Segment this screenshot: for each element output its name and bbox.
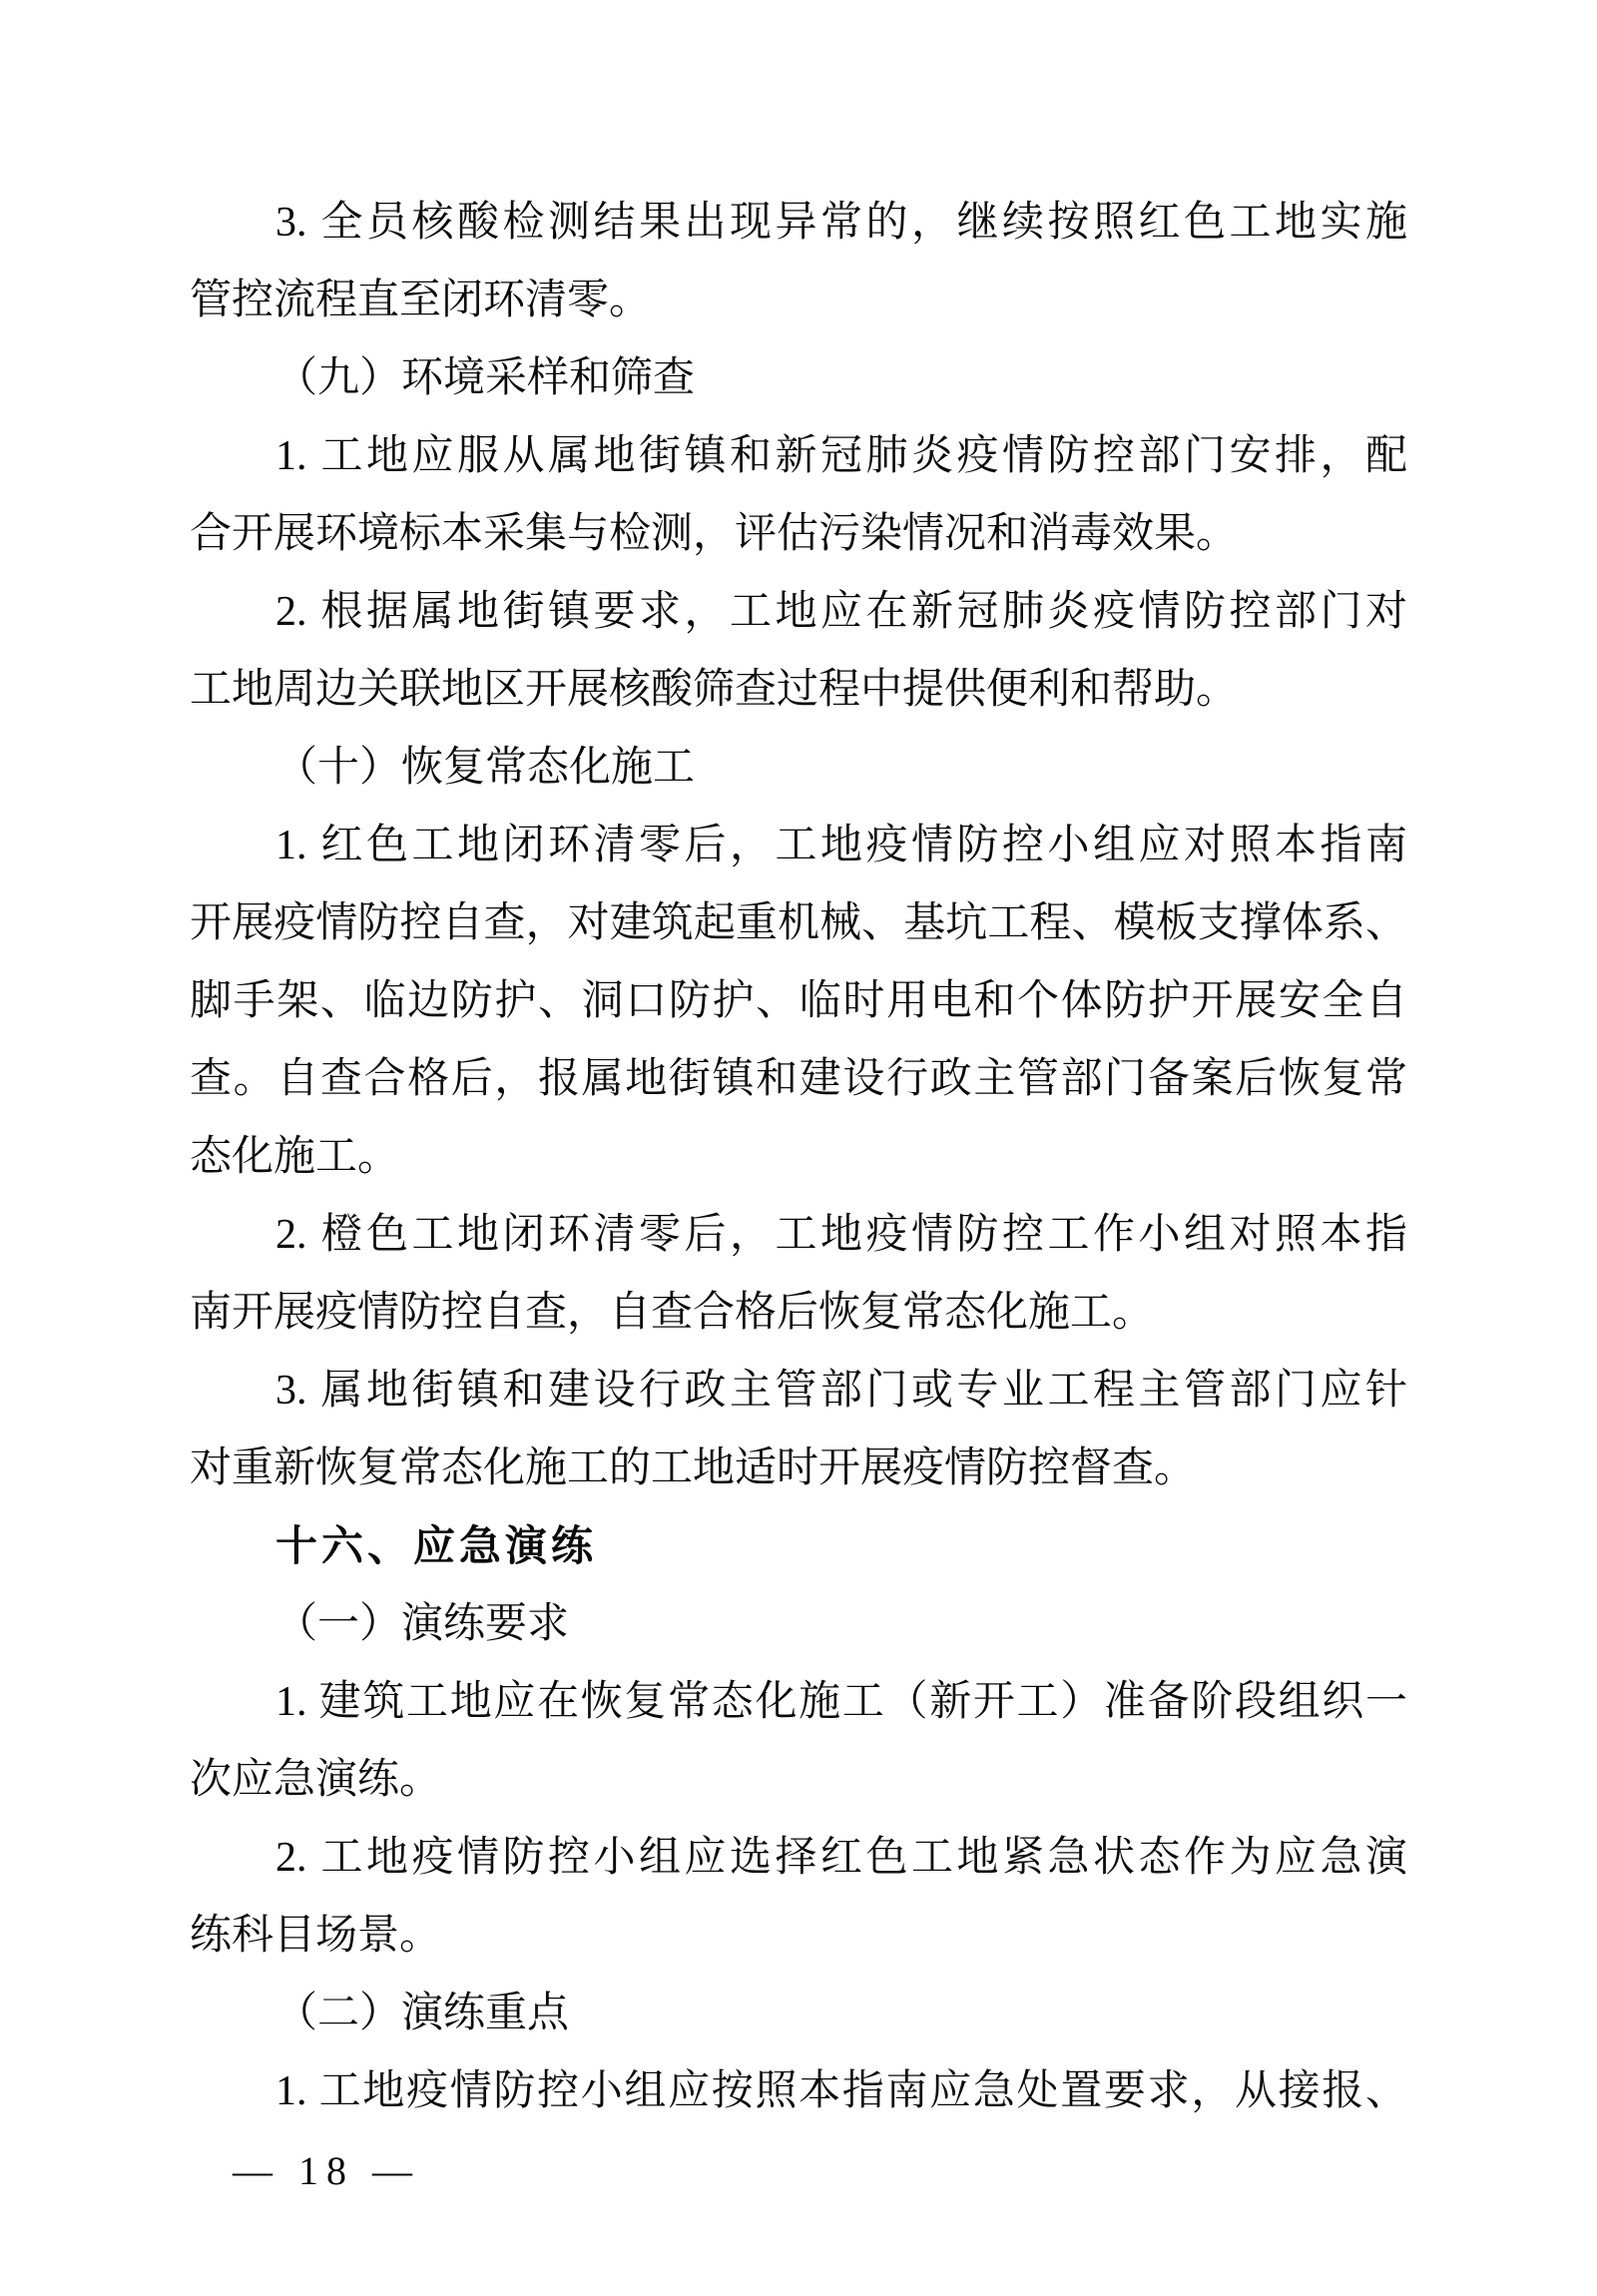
paragraph-line: 查。自查合格后，报属地街镇和建设行政主管部门备案后恢复常 [190, 1056, 1407, 1102]
paragraph-line: 1. 工地应服从属地街镇和新冠肺炎疫情防控部门安排，配 [275, 433, 1407, 479]
paragraph-line: 2. 根据属地街镇要求，工地应在新冠肺炎疫情防控部门对 [275, 589, 1407, 635]
paragraph-line: 态化施工。 [190, 1134, 400, 1180]
paragraph-line: 1. 工地疫情防控小组应按照本指南应急处置要求，从接报、 [275, 2068, 1407, 2114]
paragraph-line: 1. 红色工地闭环清零后，工地疫情防控小组应对照本指南 [275, 823, 1407, 868]
paragraph-line: 开展疫情防控自查，对建筑起重机械、基坑工程、模板支撑体系、 [190, 900, 1407, 946]
section-heading: 十六、应急演练 [275, 1522, 598, 1569]
section-subheading: （十）恢复常态化施工 [275, 745, 696, 791]
section-subheading: （一）演练要求 [275, 1601, 570, 1647]
paragraph-line: 2. 橙色工地闭环清零后，工地疫情防控工作小组对照本指 [275, 1212, 1407, 1258]
paragraph-line: 3. 属地街镇和建设行政主管部门或专业工程主管部门应针 [275, 1368, 1407, 1414]
paragraph-line: 次应急演练。 [190, 1757, 442, 1803]
page-number: — 18 — [233, 2148, 420, 2193]
section-subheading: （二）演练重点 [275, 1991, 570, 2036]
section-subheading: （九）环境采样和筛查 [275, 355, 696, 401]
paragraph-line: 2. 工地疫情防控小组应选择红色工地紧急状态作为应急演 [275, 1835, 1407, 1881]
document-body [190, 184, 1407, 2130]
paragraph-line: 练科目场景。 [190, 1913, 442, 1959]
paragraph-line: 管控流程直至闭环清零。 [190, 278, 652, 323]
paragraph-line: 脚手架、临边防护、洞口防护、临时用电和个体防护开展安全自 [190, 978, 1407, 1024]
paragraph-line: 对重新恢复常态化施工的工地适时开展疫情防控督查。 [190, 1445, 1197, 1491]
paragraph-line: 3. 全员核酸检测结果出现异常的，继续按照红色工地实施 [275, 200, 1407, 246]
paragraph-line: 工地周边关联地区开展核酸筛查过程中提供便利和帮助。 [190, 667, 1239, 713]
paragraph-line: 1. 建筑工地应在恢复常态化施工（新开工）准备阶段组织一 [275, 1679, 1407, 1725]
paragraph-line: 南开展疫情防控自查，自查合格后恢复常态化施工。 [190, 1290, 1155, 1336]
paragraph-line: 合开展环境标本采集与检测，评估污染情况和消毒效果。 [190, 511, 1239, 557]
